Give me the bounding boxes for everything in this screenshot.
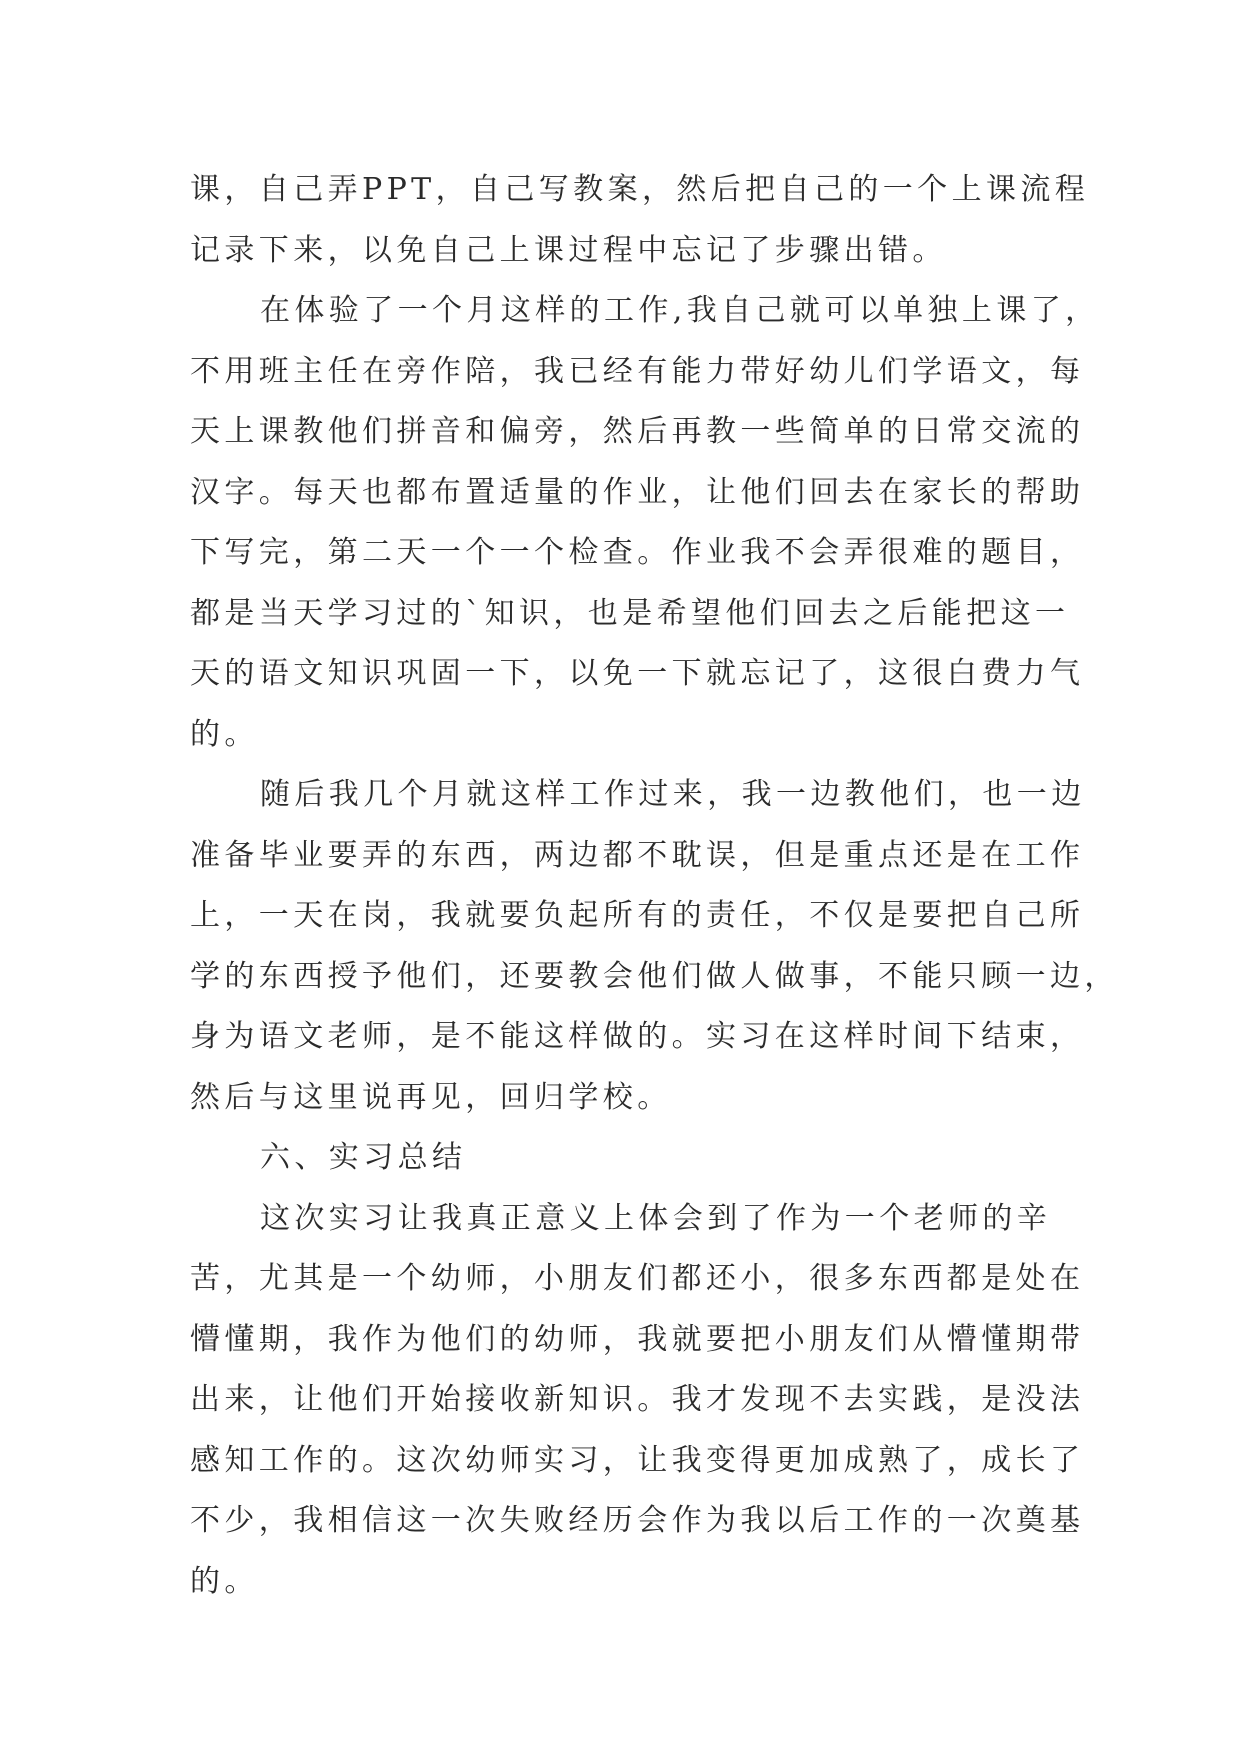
text-line: 随后我几个月就这样工作过来，我一边教他们，也一边: [260, 777, 1086, 812]
text-line: 不少，我相信这一次失败经历会作为我以后工作的一次奠基: [190, 1503, 1085, 1538]
text-line: 汉字。每天也都布置适量的作业，让他们回去在家长的帮助: [190, 474, 1085, 510]
text-line: 天上课教他们拼音和偏旁，然后再教一些简单的日常交流的: [190, 414, 1085, 449]
text-line: 记录下来，以免自己上课过程中忘记了步骤出错。: [190, 232, 947, 268]
text-line: 然后与这里说再见，回归学校。: [190, 1079, 672, 1115]
text-line: 上，一天在岗，我就要负起所有的责任，不仅是要把自己所: [190, 898, 1085, 933]
text-line: 在体验了一个月这样的工作,我自己就可以单独上课了，: [260, 293, 1100, 328]
text-line: 身为语文老师，是不能这样做的。实习在这样时间下结束，: [190, 1019, 1085, 1054]
text-line: 不用班主任在旁作陪，我已经有能力带好幼儿们学语文，每: [190, 353, 1085, 389]
text-line: 出来，让他们开始接收新知识。我才发现不去实践，是没法: [190, 1382, 1085, 1417]
text-line: 课，自己弄PPT，自己写教案，然后把自己的一个上课流程: [190, 172, 1090, 207]
text-line: 下写完，第二天一个一个检查。作业我不会弄很难的题目，: [190, 535, 1085, 570]
text-line: 的。: [190, 716, 259, 752]
text-line: 这次实习让我真正意义上体会到了作为一个老师的辛: [260, 1200, 1052, 1236]
text-line: 都是当天学习过的`知识，也是希望他们回去之后能把这一: [190, 595, 1070, 631]
text-line: 天的语文知识巩固一下，以免一下就忘记了，这很白费力气: [190, 656, 1085, 691]
text-line: 的。: [190, 1563, 259, 1599]
document-body: [190, 160, 1119, 1612]
text-line: 苦，尤其是一个幼师，小朋友们都还小，很多东西都是处在: [190, 1261, 1085, 1296]
text-line: 准备毕业要弄的东西，两边都不耽误，但是重点还是在工作: [190, 837, 1085, 873]
text-line: 感知工作的。这次幼师实习，让我变得更加成熟了，成长了: [190, 1442, 1085, 1478]
text-line: 懵懂期，我作为他们的幼师，我就要把小朋友们从懵懂期带: [190, 1321, 1085, 1357]
section-heading: 六、实习总结: [260, 1140, 467, 1175]
text-line: 学的东西授予他们，还要教会他们做人做事，不能只顾一边，: [190, 958, 1119, 994]
